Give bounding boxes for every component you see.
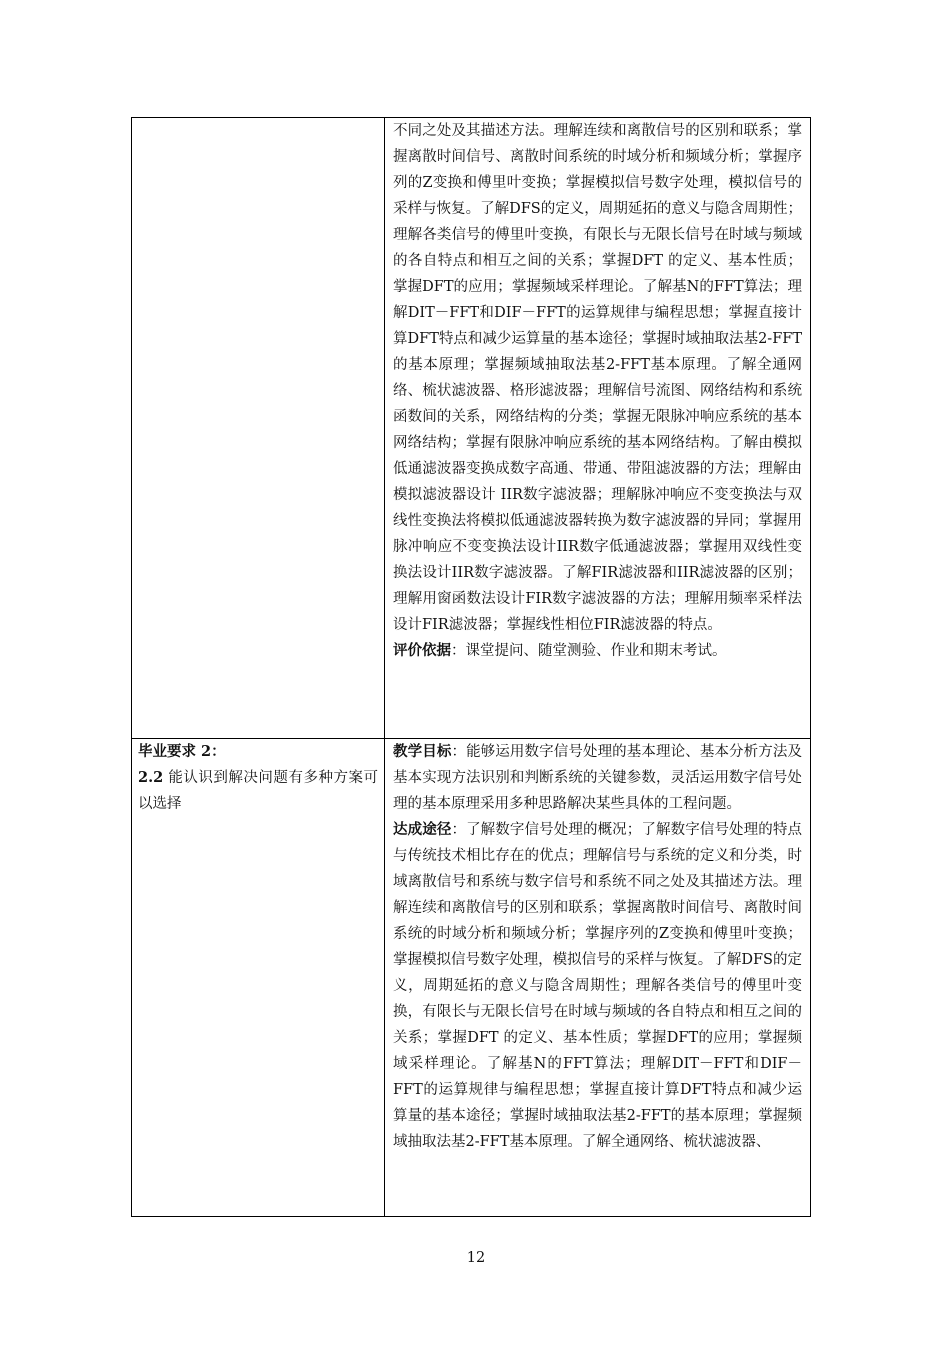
teaching-goal-label: 教学目标	[393, 743, 452, 760]
page-number: 12	[466, 1250, 486, 1266]
teaching-goal	[393, 739, 802, 817]
achievement-path-text: ：了解数字信号处理的概况；了解数字信号处理的特点与传统技术相比存在的优点；理解信号与系统的定义和分类，时域离散信号和系统与数字信号和系统不同之处及其描述方法。理解连续和离散信号的区别和联系；掌握离散时间信号、离散时间系统的时域分析和频域分析；掌握序列的Z变换和傅里叶变换；掌握模拟信号数字处理，模拟信号的采样与恢复。了解DFS的定义，周期延拓的意义与隐含周期性；理解各类信号的傅里叶变换，有限长与无限长信号在时域与频域的各自特点和相互之间的关系；掌握DFT 的定义、基本性质；掌握DFT的应用；掌握频域采样理论。了解基N的FFT算法；理解DIT－FFT和DIF－FFT的运算规律与编程思想；掌握直接计算DFT特点和减少运算量的基本途径；掌握时域抽取法基2-FFT的基本原理；掌握频域抽取法基2-FFT基本原理。了解全通网络、梳状滤波器、	[393, 822, 803, 1150]
requirement-number: 2.2	[138, 769, 164, 786]
evaluation-basis	[393, 638, 802, 664]
achievement-path	[393, 817, 802, 1155]
achievement-path-continued: 不同之处及其描述方法。理解连续和离散信号的区别和联系；掌握离散时间信号、离散时间系统的时域分析和频域分析；掌握序列的Z变换和傅里叶变换；掌握模拟信号数字处理，模拟信号的采样与恢复。了解DFS的定义，周期延拓的意义与隐含周期性；理解各类信号的傅里叶变换，有限长与无限长信号在时域与频域的各自特点和相互之间的关系；掌握DFT 的定义、基本性质；掌握DFT的应用；掌握频域采样理论。了解基N的FFT算法；理解DIT－FFT和DIF－FFT的运算规律与编程思想；掌握直接计算DFT特点和减少运算量的基本途径；掌握时域抽取法基2-FFT的基本原理；掌握频域抽取法基2-FFT基本原理。了解全通网络、梳状滤波器、格形滤波器；理解信号流图、网络结构和系统函数间的关系，网络结构的分类；掌握无限脉冲响应系统的基本网络结构；掌握有限脉冲响应系统的基本网络结构。了解由模拟低通滤波器变换成数字高通、带通、带阻滤波器的方法；理解由模拟滤波器设计 IIR数字滤波器；理解脉冲响应不变变换法与双线性变换法将模拟低通滤波器转换为数字滤波器的异同；掌握用脉冲响应不变变换法设计IIR数字低通滤波器；掌握用双线性变换法设计IIR数字滤波器。了解FIR滤波器和IIR滤波器的区别；理解用窗函数法设计FIR数字滤波器的方法；理解用频率采样法设计FIR滤波器；掌握线性相位FIR滤波器的特点。	[393, 123, 802, 633]
course-objectives-table	[131, 117, 811, 1217]
evaluation-label: 评价依据	[393, 642, 451, 659]
requirement-item	[138, 765, 378, 817]
requirement-text: 能认识到解决问题有多种方案可以选择	[138, 770, 378, 812]
achievement-path-label: 达成途径	[393, 821, 452, 838]
table-row	[132, 118, 811, 739]
requirement-cell	[132, 739, 385, 1217]
table-row	[132, 739, 811, 1217]
requirement-title: 毕业要求 2：	[138, 743, 226, 760]
objective-cell	[385, 739, 811, 1217]
requirement-cell-empty	[132, 118, 385, 739]
objective-cell	[385, 118, 811, 739]
teaching-goal-text: ：能够运用数字信号处理的基本理论、基本分析方法及基本实现方法识别和判断系统的关键参数，灵活运用数字信号处理的基本原理采用多种思路解决某些具体的工程问题。	[393, 744, 803, 812]
evaluation-text: ：课堂提问、随堂测验、作业和期末考试。	[451, 643, 727, 659]
